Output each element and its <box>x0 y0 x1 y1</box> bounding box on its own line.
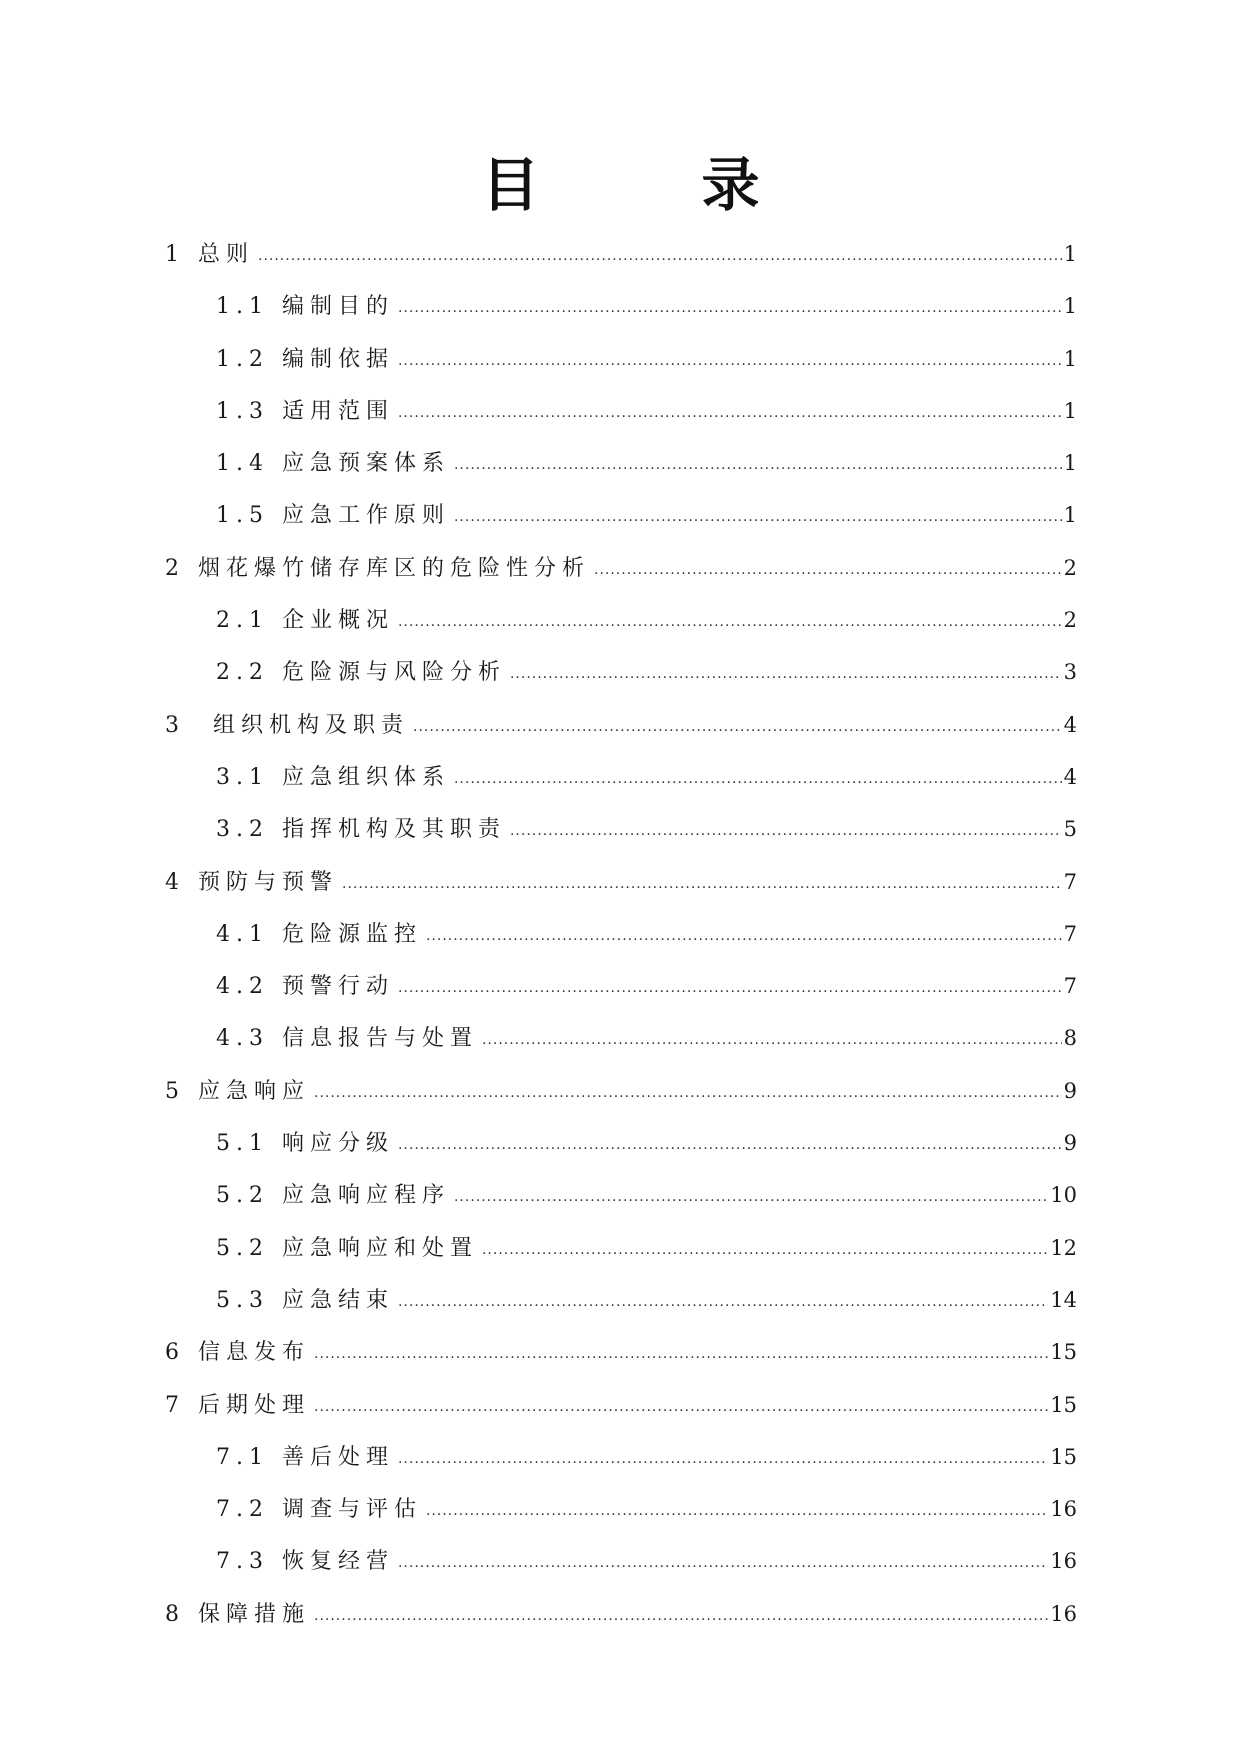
toc-entry-label: 4.1 危险源监控 <box>216 921 422 947</box>
toc-entry-page-number: 9 <box>1063 1131 1077 1156</box>
toc-entry[interactable] <box>165 1483 1077 1535</box>
toc-entry[interactable] <box>165 594 1077 646</box>
dot-leader <box>454 1171 1048 1223</box>
toc-entry[interactable] <box>165 699 1077 751</box>
toc-entry[interactable] <box>165 1012 1077 1064</box>
dot-leader <box>454 753 1062 805</box>
toc-entry-page-number: 5 <box>1063 817 1077 842</box>
dot-leader <box>314 1381 1048 1433</box>
toc-entry-label: 5.1 响应分级 <box>216 1131 394 1157</box>
toc-entry[interactable] <box>165 1379 1077 1431</box>
dot-leader <box>426 910 1062 962</box>
toc-entry[interactable] <box>165 960 1077 1012</box>
toc-entry-label: 5.3 应急结束 <box>216 1287 394 1313</box>
dot-leader <box>258 230 1062 282</box>
toc-entry-page-number: 9 <box>1063 1078 1077 1103</box>
toc-entry-page-number: 16 <box>1050 1601 1077 1626</box>
toc-entry-page-number: 1 <box>1063 503 1077 528</box>
toc-entry-page-number: 4 <box>1063 764 1077 789</box>
dot-leader <box>342 858 1062 910</box>
dot-leader <box>314 1590 1048 1642</box>
toc-entry-page-number: 4 <box>1063 712 1077 737</box>
toc-entry[interactable] <box>165 1588 1077 1640</box>
toc-entry-label: 1 总则 <box>165 242 254 267</box>
dot-leader <box>454 491 1062 543</box>
dot-leader <box>398 1433 1048 1485</box>
toc-entry-label: 7 后期处理 <box>165 1392 310 1418</box>
toc-entry-label: 2.1 企业概况 <box>216 608 394 634</box>
toc-entry[interactable] <box>165 437 1077 489</box>
toc-entry[interactable] <box>165 489 1077 541</box>
dot-leader <box>398 1276 1048 1328</box>
toc-entry[interactable] <box>165 280 1077 332</box>
toc-entry-label: 2 烟花爆竹储存库区的危险性分析 <box>165 555 590 581</box>
dot-leader <box>398 962 1062 1014</box>
toc-entry-page-number: 1 <box>1063 451 1077 476</box>
toc-entry[interactable] <box>165 1431 1077 1483</box>
toc-entry-label: 3 组织机构及职责 <box>165 712 409 738</box>
dot-leader <box>398 596 1062 648</box>
dot-leader <box>398 282 1062 334</box>
toc-entry[interactable] <box>165 1535 1077 1587</box>
toc-entry-page-number: 1 <box>1063 398 1077 423</box>
toc-entry-label: 8 保障措施 <box>165 1601 310 1627</box>
dot-leader <box>398 387 1062 439</box>
toc-entry-label: 4 预防与预警 <box>165 869 338 895</box>
toc-entry-page-number: 7 <box>1063 921 1077 946</box>
toc-entry-label: 2.2 危险源与风险分析 <box>216 660 506 686</box>
dot-leader <box>510 648 1062 700</box>
toc-entry-page-number: 15 <box>1050 1392 1077 1417</box>
toc-entry-page-number: 14 <box>1050 1287 1077 1312</box>
toc-entry-page-number: 16 <box>1050 1549 1077 1574</box>
toc-entry[interactable] <box>165 1117 1077 1169</box>
toc-entry-page-number: 12 <box>1050 1235 1077 1260</box>
dot-leader <box>314 1067 1062 1119</box>
toc-entry[interactable] <box>165 385 1077 437</box>
toc-entry-page-number: 8 <box>1063 1026 1077 1051</box>
toc-entry-label: 1.3 适用范围 <box>216 398 394 424</box>
toc-entry-label: 4.2 预警行动 <box>216 974 394 1000</box>
toc-entry-page-number: 2 <box>1063 555 1077 580</box>
toc-entry-page-number: 2 <box>1063 608 1077 633</box>
toc-entry[interactable] <box>165 1169 1077 1221</box>
toc-entry-page-number: 3 <box>1063 660 1077 685</box>
dot-leader <box>454 439 1062 491</box>
dot-leader <box>398 1119 1062 1171</box>
dot-leader <box>426 1485 1048 1537</box>
toc-entry-page-number: 1 <box>1063 242 1077 266</box>
toc-entry-page-number: 1 <box>1063 294 1077 319</box>
toc-entry-label: 5.2 应急响应和处置 <box>216 1235 478 1261</box>
toc-entry[interactable] <box>165 908 1077 960</box>
toc-entry-label: 3.2 指挥机构及其职责 <box>216 817 506 843</box>
toc-entry[interactable] <box>165 228 1077 280</box>
toc-entry[interactable] <box>165 1274 1077 1326</box>
toc-entry-page-number: 1 <box>1063 346 1077 371</box>
toc-entry-page-number: 7 <box>1063 974 1077 999</box>
dot-leader <box>482 1224 1048 1276</box>
toc-entry[interactable] <box>165 856 1077 908</box>
toc-entry[interactable] <box>165 1222 1077 1274</box>
toc-entry-label: 7.2 调查与评估 <box>216 1497 422 1523</box>
table-of-contents <box>165 228 1077 1640</box>
toc-entry[interactable] <box>165 542 1077 594</box>
toc-entry-label: 5.2 应急响应程序 <box>216 1183 450 1209</box>
toc-entry-page-number: 16 <box>1050 1497 1077 1522</box>
toc-entry[interactable] <box>165 1065 1077 1117</box>
toc-entry[interactable] <box>165 1326 1077 1378</box>
dot-leader <box>482 1014 1062 1066</box>
dot-leader <box>314 1328 1048 1380</box>
dot-leader <box>413 701 1062 753</box>
toc-entry-label: 4.3 信息报告与处置 <box>216 1026 478 1052</box>
toc-entry-label: 6 信息发布 <box>165 1340 310 1366</box>
toc-entry-page-number: 15 <box>1050 1340 1077 1365</box>
toc-entry[interactable] <box>165 803 1077 855</box>
toc-entry-label: 1.1 编制目的 <box>216 294 394 320</box>
toc-entry-label: 7.3 恢复经营 <box>216 1549 394 1575</box>
toc-entry-label: 5 应急响应 <box>165 1078 310 1104</box>
toc-entry-label: 1.2 编制依据 <box>216 346 394 372</box>
toc-entry-page-number: 10 <box>1050 1183 1077 1208</box>
dot-leader <box>398 1537 1048 1589</box>
toc-entry-page-number: 15 <box>1050 1444 1077 1469</box>
toc-entry-label: 7.1 善后处理 <box>216 1444 394 1470</box>
toc-entry-page-number: 7 <box>1063 869 1077 894</box>
toc-entry[interactable] <box>165 646 1077 698</box>
toc-entry[interactable] <box>165 751 1077 803</box>
toc-entry[interactable] <box>165 333 1077 385</box>
toc-entry-label: 3.1 应急组织体系 <box>216 764 450 790</box>
dot-leader <box>398 335 1062 387</box>
dot-leader <box>510 805 1062 857</box>
toc-entry-label: 1.5 应急工作原则 <box>216 503 450 529</box>
page-title: 目 录 <box>481 151 812 219</box>
dot-leader <box>594 544 1062 596</box>
toc-entry-label: 1.4 应急预案体系 <box>216 451 450 477</box>
